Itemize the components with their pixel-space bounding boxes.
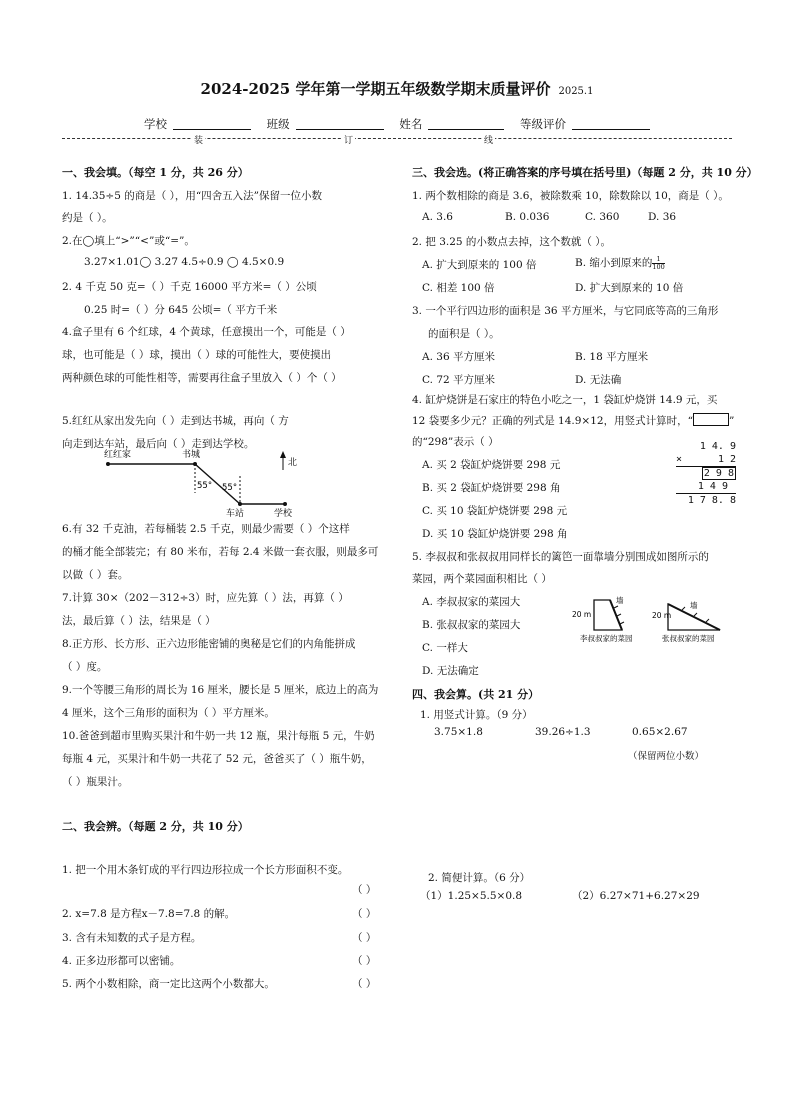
judge-item-4: 4. 正多边形都可以密铺。: [62, 955, 181, 967]
choice-q4-opt-a[interactable]: A. 买 2 袋缸炉烧饼要 298 元: [422, 459, 561, 471]
judge-item-3: 3. 含有未知数的式子是方程。: [62, 932, 202, 944]
choice-q1-opt-c[interactable]: C. 360: [585, 211, 620, 223]
school-field[interactable]: [173, 119, 251, 130]
q8-line2: （ ）度。: [62, 661, 108, 673]
garden-zhang-length: 20 m: [652, 611, 672, 620]
station-label: 车站: [226, 509, 245, 518]
garden-li: [572, 595, 633, 643]
wall-hatch: [682, 607, 685, 610]
section-1-heading: 一、我会填。（每空 1 分，共 26 分）: [62, 166, 249, 179]
school-label: 学校: [144, 117, 168, 131]
q4-line3: 两种颜色球的可能性相等，需要再往盒子里放入（ ）个（ ）: [62, 372, 342, 384]
choice-q3-opt-d[interactable]: D. 无法确: [575, 374, 622, 386]
choice-q2: 2. 把 3.25 的小数点去掉，这个数就（ ）。: [412, 236, 611, 248]
calc-expr-1: 3.75×1.8: [434, 726, 483, 738]
fraction-1-100: [652, 256, 664, 271]
garden-zhang-caption: 张叔叔家的菜园: [662, 634, 715, 643]
vertical-multiplication: [676, 440, 736, 507]
choice-q4-line2: [412, 413, 734, 428]
angle-label-2: 55°: [222, 483, 238, 493]
fraction-denominator: 100: [652, 263, 665, 271]
choice-q4-line1: 4. 缸炉烧饼是石家庄的特色小吃之一，1 袋缸炉烧饼 14.9 元，买: [412, 394, 718, 406]
choice-q5-opt-a[interactable]: A. 李叔叔家的菜园大: [422, 596, 521, 608]
choice-q4-opt-c[interactable]: C. 买 10 袋缸炉烧饼要 298 元: [422, 505, 568, 517]
q10-line1: 10.爸爸到超市里购买果汁和牛奶一共 12 瓶，果汁每瓶 5 元，牛奶: [62, 730, 375, 742]
simp-expr-2: （2）6.27×71+6.27×29: [572, 890, 700, 902]
choice-q4-line2-text: 12 袋要多少元？正确的列式是 14.9×12，用竖式计算时，“: [412, 415, 693, 427]
mult-multiplier: 1 2: [717, 454, 736, 465]
wall-hatch: [706, 619, 709, 622]
mult-row-4: 1 4 9: [676, 480, 736, 494]
q9-line2: 4 厘米，这个三角形的面积为（ ）平方厘米。: [62, 707, 275, 719]
mult-row-2: [676, 453, 736, 467]
choice-q4-opt-d[interactable]: D. 买 10 袋缸炉烧饼要 298 角: [422, 528, 568, 540]
judge-item-1: 1. 把一个用木条钉成的平行四边形拉成一个长方形面积不变。: [62, 864, 349, 876]
section-4-heading: 四、我会算。(共 21 分）: [412, 688, 540, 701]
simp-sub2: 2. 简便计算。（6 分）: [428, 872, 531, 884]
calc-sub1: 1. 用竖式计算。（9 分）: [420, 709, 533, 721]
q6-line1: 6.有 32 千克油，若每桶装 2.5 千克，则最少需要（ ）个这样: [62, 523, 350, 535]
judge-answer-1[interactable]: （ ）: [352, 884, 377, 896]
q10-line3: （ ）瓶果汁。: [62, 776, 129, 788]
q10-line2: 每瓶 4 元，买果汁和牛奶一共花了 52 元，爸爸买了（ ）瓶牛奶，: [62, 753, 372, 765]
choice-q4-line3: 的“298”表示（ ）: [412, 436, 499, 448]
judge-answer-4[interactable]: （ ）: [352, 955, 377, 967]
q3-line2: 0.25 时=（ ）分 645 公顷=（ 平方千米: [84, 304, 278, 316]
times-sign: ×: [676, 454, 683, 465]
section-3-heading: 三、我会选。(将正确答案的序号填在括号里)（每题 2 分，共 10 分）: [412, 166, 758, 179]
choice-q2-opt-b[interactable]: [575, 255, 665, 271]
binding-label-2: 订: [342, 133, 355, 146]
garden-li-caption: 李叔叔家的菜园: [580, 634, 633, 643]
choice-q2-opt-a[interactable]: A. 扩大到原来的 100 倍: [422, 259, 537, 271]
q5-line2: 向走到达车站，最后向（ ）走到达学校。: [62, 438, 255, 450]
direction-map: [100, 448, 310, 518]
q6-line3: 以做（ ）套。: [62, 569, 129, 581]
choice-q3-line1: 3. 一个平行四边形的面积是 36 平方厘米，与它同底等高的三角形: [412, 305, 719, 317]
class-field[interactable]: [296, 119, 384, 130]
binding-label-3: 线: [482, 133, 495, 146]
choice-q2-opt-b-text: B. 缩小到原来的: [575, 257, 653, 269]
home-point: [106, 462, 110, 466]
choice-q4-opt-b[interactable]: B. 买 2 袋缸炉烧饼要 298 角: [422, 482, 561, 494]
q7-line2: 法，最后算（ ）法，结果是（ ）: [62, 615, 216, 627]
q1-line2: 约是（ ）。: [62, 212, 113, 224]
binding-label-1: 装: [192, 133, 205, 146]
wall-hatch: [614, 606, 618, 608]
north-label: 北: [288, 458, 298, 468]
choice-q2-opt-d[interactable]: D. 扩大到原来的 10 倍: [575, 282, 684, 294]
q4-line1: 4.盒子里有 6 个红球，4 个黄球，任意摸出一个，可能是（ ）: [62, 326, 351, 338]
station-point: [238, 502, 242, 506]
title-text: 2024-2025 学年第一学期五年级数学期末质量评价: [200, 80, 551, 98]
book-point: [193, 462, 197, 466]
q2-line1: 2.在◯填上“>”“<”或“=”。: [62, 235, 195, 247]
binding-line: [62, 138, 732, 139]
north-arrow-head-icon: [280, 451, 286, 458]
school-point: [283, 502, 287, 506]
choice-q3-opt-a[interactable]: A. 36 平方厘米: [422, 351, 495, 363]
q3-line1: 2. 4 千克 50 克=（ ）千克 16000 平方米=（ ）公顷: [62, 281, 317, 293]
judge-item-5: 5. 两个小数相除，商一定比这两个小数都大。: [62, 978, 275, 990]
choice-q1-opt-a[interactable]: A. 3.6: [422, 211, 453, 223]
school-label-map: 学校: [274, 509, 293, 518]
choice-q5-line2: 菜园，两个菜园面积相比（ ）: [412, 573, 552, 585]
highlight-box: [693, 413, 729, 426]
book-label: 书城: [182, 450, 201, 460]
choice-q1: 1. 两个数相除的商是 3.6，被除数乘 10，除数除以 10，商是（ ）。: [412, 190, 729, 202]
q9-line1: 9.一个等腰三角形的周长为 16 厘米，腰长是 5 厘米，底边上的高为: [62, 684, 379, 696]
choice-q1-opt-d[interactable]: D. 36: [648, 211, 677, 223]
simp-expr-1: （1）1.25×5.5×0.8: [420, 890, 523, 902]
garden-li-length: 20 m: [572, 610, 592, 619]
angle-label-1: 55°: [197, 481, 213, 491]
choice-q4-quote-end: ”: [728, 415, 735, 427]
mult-result: 1 7 8. 8: [687, 495, 736, 506]
q5-line1: 5.红红从家出发先向（ ）走到达书城，再向（ 方: [62, 415, 289, 427]
grade-field[interactable]: [572, 119, 650, 130]
garden-figures: [572, 588, 742, 646]
choice-q5-opt-c[interactable]: C. 一样大: [422, 642, 468, 654]
home-label: 红红家: [104, 450, 132, 460]
garden-zhang-wall-label: 墙: [690, 601, 698, 610]
garden-li-wall-label: 墙: [616, 596, 624, 605]
fraction-numerator: 1: [652, 256, 664, 264]
choice-q3-opt-b[interactable]: B. 18 平方厘米: [575, 351, 649, 363]
choice-q5-opt-d[interactable]: D. 无法确定: [422, 665, 479, 677]
q2-line2: 3.27×1.01◯ 3.27 4.5÷0.9 ◯ 4.5×0.9: [84, 256, 285, 268]
choice-q3-opt-c[interactable]: C. 72 平方厘米: [422, 374, 496, 386]
wall-hatch: [620, 622, 624, 624]
judge-answer-5[interactable]: （ ）: [352, 978, 377, 990]
calc-expr-2: 39.26÷1.3: [535, 726, 591, 738]
name-field[interactable]: [428, 119, 504, 130]
name-label: 姓名: [399, 117, 423, 131]
garden-zhang: [652, 600, 720, 643]
q4-line2: 球，也可能是（ ）球，摸出（ ）球的可能性大，要使摸出: [62, 349, 332, 361]
choice-q2-opt-c[interactable]: C. 相差 100 倍: [422, 282, 495, 294]
q6-line2: 的桶才能全部装完；有 80 米布，若每 2.4 米做一套衣服，则最多可: [62, 546, 379, 558]
judge-answer-2[interactable]: （ ）: [352, 908, 377, 920]
class-label: 班级: [266, 117, 290, 131]
mult-partial-298: 2 9 8: [703, 468, 734, 479]
q8-line1: 8.正方形、长方形、正六边形能密铺的奥秘是它们的内角能拼成: [62, 638, 356, 650]
wall-hatch: [694, 613, 697, 616]
q1-line1: 1. 14.35÷5 的商是（ ），用“四舍五入法”保留一位小数: [62, 190, 323, 202]
wall-hatch: [617, 614, 621, 616]
section-2-heading: 二、我会辨。（每题 2 分，共 10 分）: [62, 820, 249, 833]
student-info-row: [0, 116, 794, 132]
judge-answer-3[interactable]: （ ）: [352, 932, 377, 944]
grade-label: 等级评价: [519, 117, 566, 131]
exam-date: 2025.1: [558, 86, 594, 97]
judge-item-2: 2. x=7.8 是方程x－7.8=7.8 的解。: [62, 908, 236, 920]
mult-row-1: 1 4. 9: [699, 441, 736, 452]
page-title: [0, 78, 794, 99]
choice-q5-opt-b[interactable]: B. 张叔叔家的菜园大: [422, 619, 521, 631]
choice-q1-opt-b[interactable]: B. 0.036: [505, 211, 550, 223]
calc-expr-3: 0.65×2.67: [632, 726, 688, 738]
calc-note: （保留两位小数）: [628, 751, 705, 762]
mult-row-3: [676, 467, 736, 480]
choice-q3-line2: 的面积是（ ）。: [428, 328, 500, 340]
q7-line1: 7.计算 30×（202－312÷3）时，应先算（ ）法，再算（ ）: [62, 592, 349, 604]
choice-q5-line1: 5. 李叔叔和张叔叔用同样长的篱笆一面靠墙分别围成如图所示的: [412, 551, 709, 563]
